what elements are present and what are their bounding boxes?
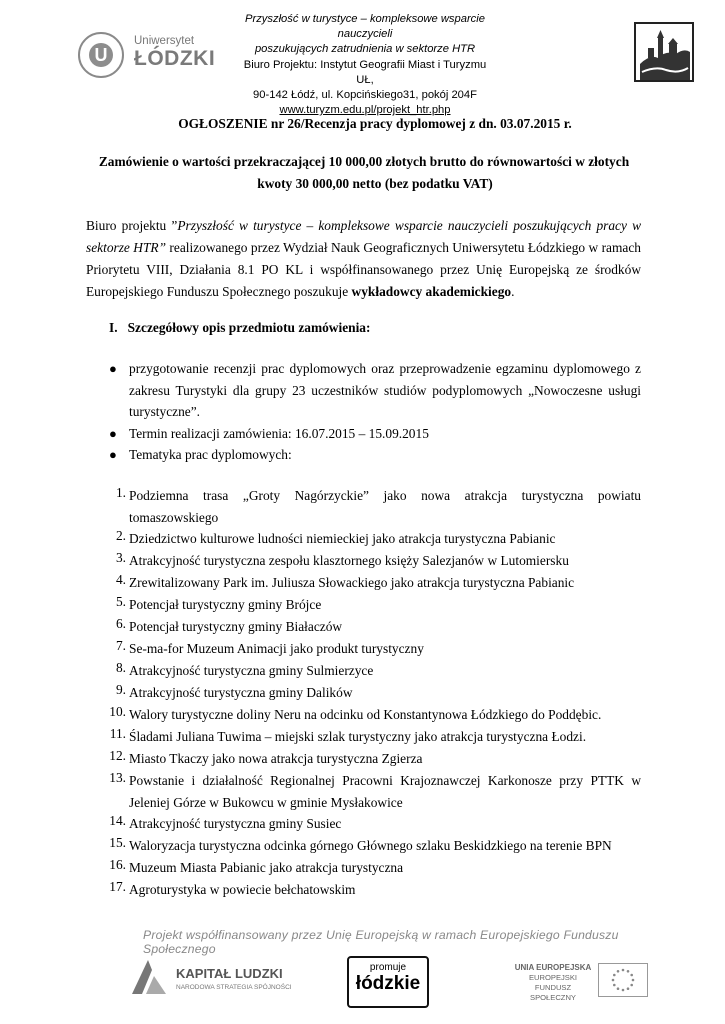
- topic-item: Atrakcyjność turystyczna gminy Susiec: [129, 816, 342, 831]
- promuje-lodzkie-logo: promuje łódzkie: [347, 956, 429, 1008]
- subtitle-line2: kwoty 30 000,00 netto (bez podatku VAT): [257, 176, 493, 191]
- topic-number: 10.: [109, 704, 126, 719]
- topic-number: 8.: [115, 660, 126, 675]
- intro-paragraph: Biuro projektu ”Przyszłość w turystyce – kompleksowe wsparcie nauczycieli poszukujących pracy w sektorze HTR” realizowanego przez Wydział Nauk Geograficznych Uniwersytetu Łódzkiego w ramach Priorytetu VIII, Działania 8.1 PO KL i współfinansowanego przez Unię Europejską ze środków Europejskiego Funduszu Społecznego poszukuje wykładowcy akademickiego.: [86, 218, 641, 299]
- bullet-icon: ●: [109, 426, 117, 441]
- announcement-title: OGŁOSZENIE nr 26/Recenzja pracy dyplomowej z dn. 03.07.2015 r.: [178, 116, 572, 131]
- topic-number: 11.: [109, 726, 126, 741]
- project-url-link[interactable]: www.turyzm.edu.pl/projekt_htr.php: [279, 104, 451, 117]
- topic-item: Podziemna trasa „Groty Nagórzyckie” jako nowa atrakcja turystyczna powiatu tomaszowskiego: [129, 488, 641, 525]
- project-name-line1: Przyszłość w turystyce – kompleksowe wsparcie nauczycieli: [245, 13, 485, 41]
- topic-number: 1.: [115, 485, 126, 500]
- project-name-line2: poszukujących zatrudnienia w sektorze HTR: [254, 43, 476, 56]
- subtitle-line1: Zamówienie o wartości przekraczającej 10 000,00 złotych brutto do równowartości w złotych: [98, 154, 630, 169]
- topic-number: 5.: [115, 594, 126, 609]
- topic-item: Agroturystyka w powiecie bełchatowskim: [129, 882, 356, 897]
- eu-label: UNIA EUROPEJSKA EUROPEJSKI FUNDUSZ SPOŁECZNY: [514, 963, 592, 1002]
- topic-number: 4.: [115, 572, 126, 587]
- topic-number: 15.: [109, 835, 126, 850]
- office-line: Biuro Projektu: Instytut Geografii Miast i Turyzmu UŁ,: [243, 58, 487, 86]
- topic-item: Potencjał turystyczny gminy Brójce: [129, 597, 322, 612]
- topic-number: 9.: [115, 682, 126, 697]
- topic-item: Powstanie i działalność Regionalnej Pracowni Krajoznawczej Karkonosze przy PTTK w Jeleniej Górze w Bukowcu w gminie Mysłakowice: [129, 773, 641, 810]
- cofinance-note: Projekt współfinansowany przez Unię Europejską w ramach Europejskiego Funduszu Społecznego: [143, 928, 619, 956]
- bullet-icon: ●: [109, 447, 117, 462]
- university-logo: [78, 32, 246, 78]
- topic-number: 2.: [115, 528, 126, 543]
- project-header: [240, 12, 490, 118]
- topic-number: 13.: [109, 770, 126, 785]
- bullet-item: Tematyka prac dyplomowych:: [129, 447, 292, 462]
- topic-item: Se-ma-for Muzeum Animacji jako produkt turystyczny: [129, 641, 424, 656]
- topic-item: Śladami Juliana Tuwima – miejski szlak turystyczny jako atrakcja turystyczna Łodzi.: [129, 729, 587, 744]
- bullet-icon: ●: [109, 361, 117, 376]
- university-seal-icon: U: [78, 32, 124, 78]
- topic-number: 12.: [109, 748, 126, 763]
- kapital-ludzki-logo: KAPITAŁ LUDZKI NARODOWA STRATEGIA SPÓJNOŚCI: [128, 956, 308, 1000]
- topic-number: 16.: [109, 857, 126, 872]
- topic-number: 14.: [109, 813, 126, 828]
- eu-flag-icon: [598, 963, 648, 997]
- university-label: Uniwersytet: [134, 35, 195, 47]
- project-emblem-icon: [634, 22, 694, 82]
- kapital-ludzki-icon: [128, 956, 170, 998]
- topic-item: Zrewitalizowany Park im. Juliusza Słowackiego jako atrakcja turystyczna Pabianic: [129, 575, 575, 590]
- university-name: ŁÓDZKI: [134, 47, 216, 70]
- topic-number: 7.: [115, 638, 126, 653]
- topic-number: 17.: [109, 879, 126, 894]
- topic-item: Dziedzictwo kulturowe ludności niemieckiej jako atrakcja turystyczna Pabianic: [129, 531, 556, 546]
- topic-item: Potencjał turystyczny gminy Białaczów: [129, 619, 343, 634]
- topic-item: Atrakcyjność turystyczna gminy Sulmierzyce: [129, 663, 374, 678]
- topic-item: Atrakcyjność turystyczna gminy Dalików: [129, 685, 353, 700]
- topic-number: 3.: [115, 550, 126, 565]
- topic-item: Waloryzacja turystyczna odcinka górnego Głównego szlaku Beskidzkiego na terenie BPN: [129, 838, 612, 853]
- address-line: 90-142 Łódź, ul. Kopcińskiego31, pokój 204F: [253, 89, 477, 102]
- topic-number: 6.: [115, 616, 126, 631]
- section-heading: I. Szczegółowy opis przedmiotu zamówienia:: [109, 320, 371, 335]
- bullet-item: przygotowanie recenzji prac dyplomowych oraz przeprowadzenie egzaminu dyplomowego z zakresu Turystyki dla grupy 23 uczestników studiów podyplomowych „Nowoczesne usługi turystyczne”.: [129, 361, 641, 420]
- topic-item: Walory turystyczne doliny Neru na odcinku od Konstantynowa Łódzkiego do Poddębic.: [129, 707, 602, 722]
- topic-item: Muzeum Miasta Pabianic jako atrakcja turystyczna: [129, 860, 404, 875]
- topic-item: Miasto Tkaczy jako nowa atrakcja turystyczna Zgierza: [129, 751, 423, 766]
- topic-item: Atrakcyjność turystyczna zespołu klasztornego księży Salezjanów w Lutomiersku: [129, 553, 569, 568]
- bullet-item: Termin realizacji zamówienia: 16.07.2015 – 15.09.2015: [129, 426, 429, 441]
